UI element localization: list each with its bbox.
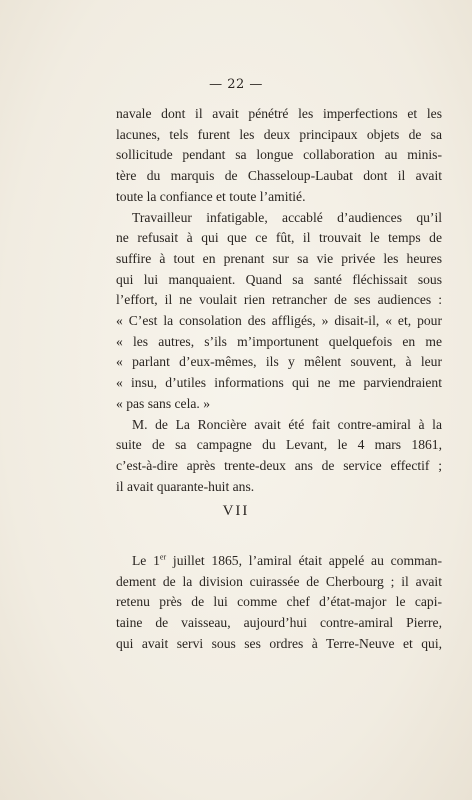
text-line: « pas sans cela. » xyxy=(116,395,210,411)
text-line: Travailleur infatigable, accablé d’audiences qu’il xyxy=(132,209,442,225)
text-line: « C’est la consolation des affligés, » disait-il, « et, pour xyxy=(116,313,442,329)
text-line: retenu près de lui comme chef d’état-major le capi- xyxy=(116,594,442,610)
text-line: navale dont il avait pénétré les imperfections et les xyxy=(116,106,442,121)
superscript: er xyxy=(159,552,167,562)
text-line: taine de vaisseau, aujourd’hui contre-amiral Pierre, xyxy=(116,615,442,631)
text-line: tère du marquis de Chasseloup-Laubat dont il avait xyxy=(116,168,442,184)
text-line: suite de sa campagne du Levant, le 4 mars 1861, xyxy=(116,437,442,453)
text-line: M. de La Roncière avait été fait contre-amiral à la xyxy=(132,416,442,432)
text-line: qui avait servi sous ses ordres à Terre-Neuve et qui, xyxy=(116,635,442,651)
text-line: c’est-à-dire après trente-deux ans de service effectif ; xyxy=(116,457,442,473)
text-line: « les autres, s’ils m’importunent quelquefois en me xyxy=(116,333,442,349)
text-line: l’effort, il ne voulait rien retrancher de ses audiences : xyxy=(116,292,442,308)
text-line: suffire à tout en prenant sur sa vie privée les heures xyxy=(116,250,442,266)
text-run: juillet 1865, l’amiral était appelé au comman- xyxy=(166,553,442,568)
text-line: « parlant d’eux-mêmes, ils y mêlent souvent, à leur xyxy=(116,354,442,370)
text-line: lacunes, tels furent les deux principaux objets de sa xyxy=(116,126,442,142)
text-line: sollicitude pendant sa longue collaboration au minis- xyxy=(116,147,442,163)
text-run: Le 1 xyxy=(132,553,160,568)
text-line: « insu, d’utiles informations qui ne me parviendraient xyxy=(116,375,442,391)
text-line-first xyxy=(116,551,442,572)
text-line: il avait quarante-huit ans. xyxy=(116,478,255,494)
paragraph-block-2 xyxy=(116,551,442,655)
section-heading: VII xyxy=(222,503,250,519)
paragraph-block-1 xyxy=(116,104,442,497)
page-number: — 22 — xyxy=(209,77,263,92)
text-line: dement de la division cuirassée de Cherbourg ; il avait xyxy=(116,573,442,589)
text-line: ne refusait à qui que ce fût, il trouvait le temps de xyxy=(116,230,442,246)
text-line: toute la confiance et toute l’amitié. xyxy=(116,188,306,204)
text-line: qui lui manquaient. Quand sa santé fléchissait sous xyxy=(116,271,442,287)
